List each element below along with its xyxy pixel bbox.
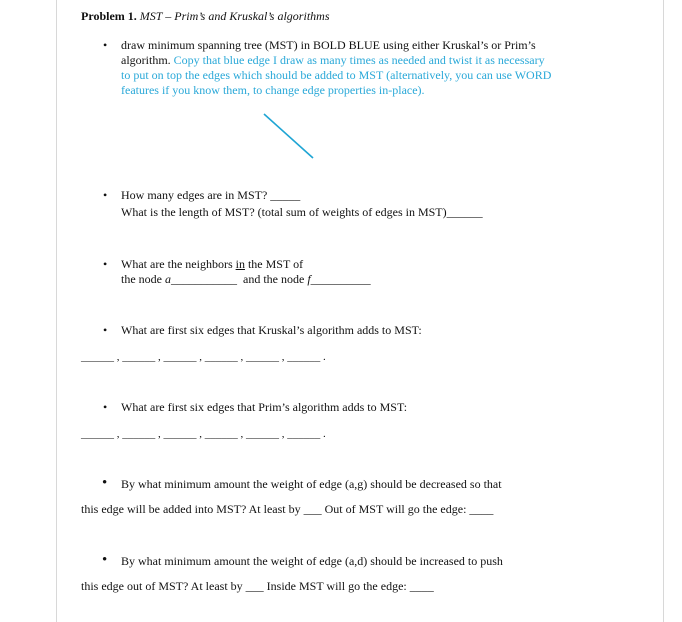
bullet-7: • [102,552,108,568]
item3-line1-underlined: in [235,257,245,271]
item2-q2: What is the length of MST? (total sum of weights of edges in MST)______ [121,205,483,219]
problem-label: Problem 1. [81,9,137,23]
item7-line1: By what minimum amount the weight of edge (a,d) should be increased to push [121,554,503,568]
node-a-label: a [165,272,171,286]
bullet-1: • [103,38,108,52]
item2-q1: How many edges are in MST? _____ [121,188,301,202]
item1-line2-black: algorithm. [121,53,171,67]
item5-blanks: ______ , ______ , ______ , ______ , ______ , ______ . [81,428,326,440]
node-f-label: f [307,272,311,286]
problem-subtitle: MST – Prim’s and Kruskal’s algorithms [139,9,330,23]
bullet-3: • [103,257,108,271]
item3-line1-post: the MST of [244,257,304,271]
item5-question: What are first six edges that Prim’s algorithm adds to MST: [121,400,408,414]
item1-line4: features if you know them, to change edge properties in-place). [121,83,425,97]
node-f-blank: __________ [310,272,371,286]
item3-line1 [121,257,303,272]
item4-question: What are first six edges that Kruskal’s algorithm adds to MST: [121,323,422,337]
item1-line1: draw minimum spanning tree (MST) in BOLD BLUE using either Kruskal’s or Prim’s [121,38,536,52]
item3-node-f-prefix: and the node [237,272,308,286]
item1-line2-blue: Copy that blue edge I draw as many times as needed and twist it as necessary [173,53,545,67]
item1-line3: to put on top the edges which should be added to MST (alternatively, you can use WORD [121,68,552,82]
node-a-blank: ___________ [171,272,237,286]
item3-line2 [121,272,371,287]
item3-line1-pre: What are the neighbors [121,257,236,271]
item7-line2: this edge out of MST? At least by ___ Inside MST will go the edge: ____ [81,579,434,593]
bullet-4: • [103,323,108,337]
blue-edge-line[interactable] [264,114,313,158]
bullet-6: • [102,475,108,491]
item3-node-a-prefix: the node [121,272,165,286]
item6-line2: this edge will be added into MST? At least by ___ Out of MST will go the edge: ____ [81,502,494,516]
bullet-5: • [103,400,108,414]
item4-blanks: ______ , ______ , ______ , ______ , ______ , ______ . [81,351,326,363]
item6-line1: By what minimum amount the weight of edge (a,g) should be decreased so that [121,477,502,491]
bullet-2: • [103,188,108,202]
